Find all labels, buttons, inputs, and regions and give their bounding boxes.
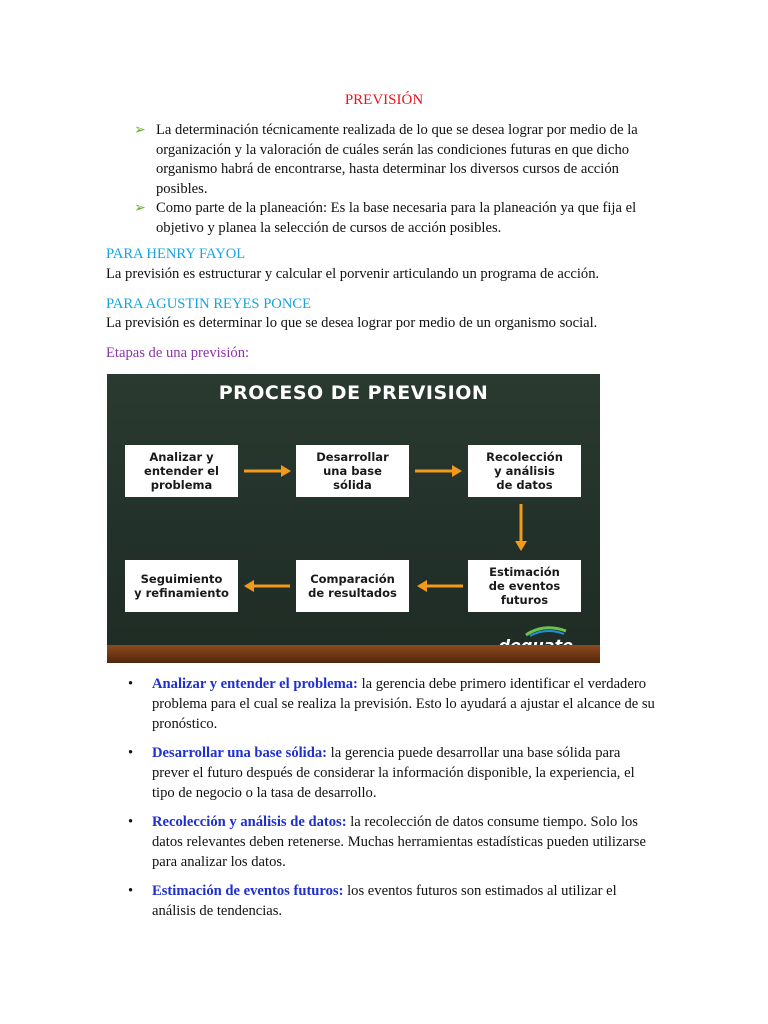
list-item bbox=[128, 812, 658, 872]
list-item bbox=[132, 199, 662, 238]
list-item bbox=[128, 881, 658, 921]
bullet-dot-icon: • bbox=[128, 814, 134, 830]
step-seguimiento: Seguimiento y refinamiento bbox=[125, 560, 238, 612]
stage-term: Recolección y análisis de datos: bbox=[152, 814, 347, 830]
page-title: PREVISIÓN bbox=[344, 92, 424, 108]
fayol-text: La previsión es estructurar y calcular el porvenir articulando un programa de acción. bbox=[106, 266, 600, 282]
diagram-title: PROCESO DE PREVISION bbox=[218, 382, 489, 404]
stage-description: la recolección de datos consume tiempo. Solo los datos relevantes deben retenerse. Muchas herramientas estadísticas pueden utilizarse para analizar los datos. bbox=[152, 814, 646, 870]
arrow-bullet-icon: ➢ bbox=[134, 201, 146, 216]
list-item bbox=[128, 674, 658, 734]
step-recoleccion: Recolección y análisis de datos bbox=[468, 445, 581, 497]
step-analizar: Analizar y entender el problema bbox=[125, 445, 238, 497]
chalkboard-ledge bbox=[107, 645, 600, 663]
stage-description: los eventos futuros son estimados al utilizar el análisis de tendencias. bbox=[152, 883, 617, 919]
arrow-head-icon bbox=[452, 465, 462, 477]
arrow-head-icon bbox=[417, 580, 427, 592]
bullet-dot-icon: • bbox=[128, 745, 134, 761]
etapas-label: Etapas de una previsión: bbox=[106, 345, 250, 361]
flow-arrows bbox=[107, 374, 600, 663]
bullet-dot-icon: • bbox=[128, 676, 134, 692]
step-estimacion: Estimación de eventos futuros bbox=[468, 560, 581, 612]
arrow-head-icon bbox=[244, 580, 254, 592]
step-desarrollar: Desarrollar una base sólida bbox=[296, 445, 409, 497]
arrow-head-icon bbox=[515, 541, 527, 551]
stage-description: la gerencia debe primero identificar el verdadero problema para el cual se realiza la previsión. Esto lo ayudará a ajustar el alcance de su pronóstico. bbox=[152, 676, 655, 732]
stage-description-list bbox=[128, 674, 658, 930]
definition-list bbox=[132, 121, 662, 238]
arrow-bullet-icon: ➢ bbox=[134, 123, 146, 138]
process-diagram bbox=[107, 374, 600, 663]
list-item bbox=[132, 121, 662, 199]
definition-text: Como parte de la planeación: Es la base necesaria para la planeación ya que fija el objetivo y planea la selección de cursos de acción posibles. bbox=[156, 200, 637, 236]
definition-text: La determinación técnicamente realizada de lo que se desea lograr por medio de la organización y la valoración de cuáles serán las condiciones futuras en que dicho organismo habrá de encontrarse, hasta determinar los diversos cursos de acción posibles. bbox=[156, 122, 638, 197]
step-comparacion: Comparación de resultados bbox=[296, 560, 409, 612]
bullet-dot-icon: • bbox=[128, 883, 134, 899]
stage-description: la gerencia puede desarrollar una base sólida para prever el futuro después de considerar la información disponible, la experiencia, el tipo de negocio o la tasa de desarrollo. bbox=[152, 745, 635, 801]
reyes-text: La previsión es determinar lo que se desea lograr por medio de un organismo social. bbox=[106, 315, 598, 331]
fayol-heading: PARA HENRY FAYOL bbox=[106, 246, 246, 262]
stage-term: Estimación de eventos futuros: bbox=[152, 883, 344, 899]
arrow-head-icon bbox=[281, 465, 291, 477]
stage-term: Desarrollar una base sólida: bbox=[152, 745, 328, 761]
reyes-heading: PARA AGUSTIN REYES PONCE bbox=[106, 296, 312, 312]
stage-term: Analizar y entender el problema: bbox=[152, 676, 358, 692]
list-item bbox=[128, 743, 658, 803]
